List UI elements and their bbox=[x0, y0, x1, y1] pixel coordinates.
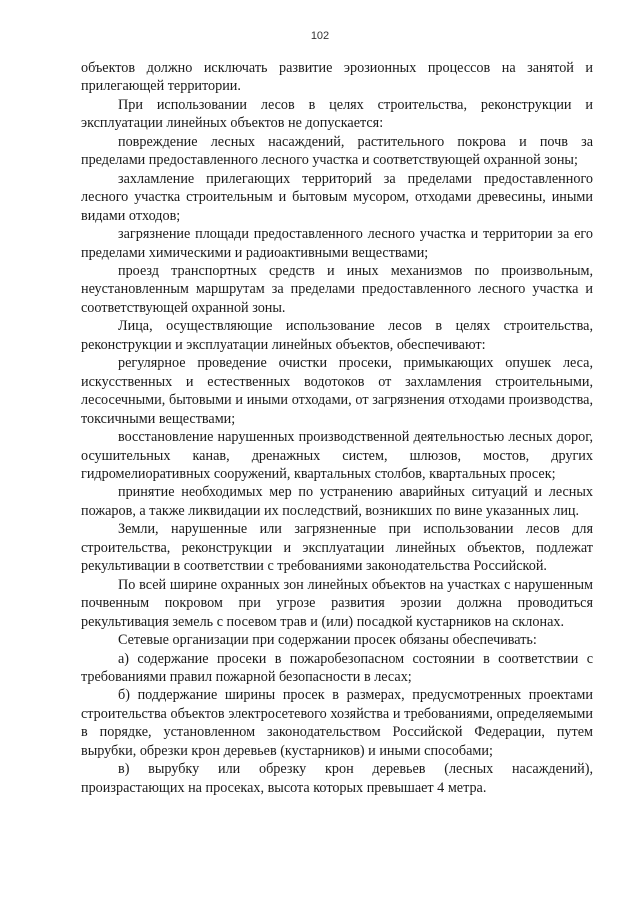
document-body bbox=[81, 59, 593, 797]
paragraph: б) поддержание ширины просек в размерах, предусмотренных проектами строительства объектов электросетевого хозяйства и требованиями, определяемыми в порядке, установленном законодательством Российской Федерации, путем вырубки, обрезки крон деревьев (кустарников) и иными способами; bbox=[81, 687, 593, 759]
paragraph: проезд транспортных средств и иных механизмов по произвольным, неустановленным маршрутам за пределами предоставленного лесного участка и соответствующей охранной зоны. bbox=[81, 262, 593, 316]
paragraph: Лица, осуществляющие использование лесов в целях строительства, реконструкции и эксплуатации линейных объектов, обеспечивают: bbox=[81, 318, 593, 353]
paragraph: регулярное проведение очистки просеки, примыкающих опушек леса, искусственных и естественных водотоков от захламления строительными, лесосечными, бытовыми и иными отходами, от загрязнения отходами производства, токсичными веществами; bbox=[81, 355, 593, 427]
paragraph: загрязнение площади предоставленного лесного участка и территории за его пределами химическими и радиоактивными веществами; bbox=[81, 226, 593, 261]
paragraph: объектов должно исключать развитие эрозионных процессов на занятой и прилегающей территории. bbox=[81, 60, 593, 95]
paragraph: а) содержание просеки в пожаробезопасном состоянии в соответствии с требованиями правил пожарной безопасности в лесах; bbox=[81, 650, 593, 685]
paragraph: повреждение лесных насаждений, растительного покрова и почв за пределами предоставленного лесного участка и соответствующей охранной зоны; bbox=[81, 133, 593, 169]
paragraph: захламление прилегающих территорий за пределами предоставленного лесного участка строительным и бытовым мусором, отходами древесины, иными видами отходов; bbox=[81, 170, 593, 224]
paragraph: восстановление нарушенных производственной деятельностью лесных дорог, осушительных канав, дренажных систем, шлюзов, мостов, других гидромелиоративных сооружений, квартальных столбов, квартальных просек; bbox=[81, 429, 593, 482]
paragraph: Сетевые организации при содержании просек обязаны обеспечивать: bbox=[118, 632, 537, 649]
paragraph: принятие необходимых мер по устранению аварийных ситуаций и лесных пожаров, а также ликвидации их последствий, возникших по вине указанных лиц. bbox=[81, 484, 593, 519]
page-number: 102 bbox=[310, 30, 330, 42]
paragraph: Земли, нарушенные или загрязненные при использовании лесов для строительства, реконструкции и эксплуатации линейных объектов, подлежат рекультивации в соответствии с требованиями законодательства Российской. bbox=[81, 521, 593, 575]
paragraph: При использовании лесов в целях строительства, реконструкции и эксплуатации линейных объектов не допускается: bbox=[81, 96, 593, 132]
paragraph: По всей ширине охранных зон линейных объектов на участках с нарушенным почвенным покровом при угрозе развития эрозии должна проводиться рекультивация земель с посевом трав и (или) посадкой кустарников на склонах. bbox=[81, 576, 593, 630]
paragraph: в) вырубку или обрезку крон деревьев (лесных насаждений), произрастающих на просеках, высота которых превышает 4 метра. bbox=[81, 761, 593, 796]
